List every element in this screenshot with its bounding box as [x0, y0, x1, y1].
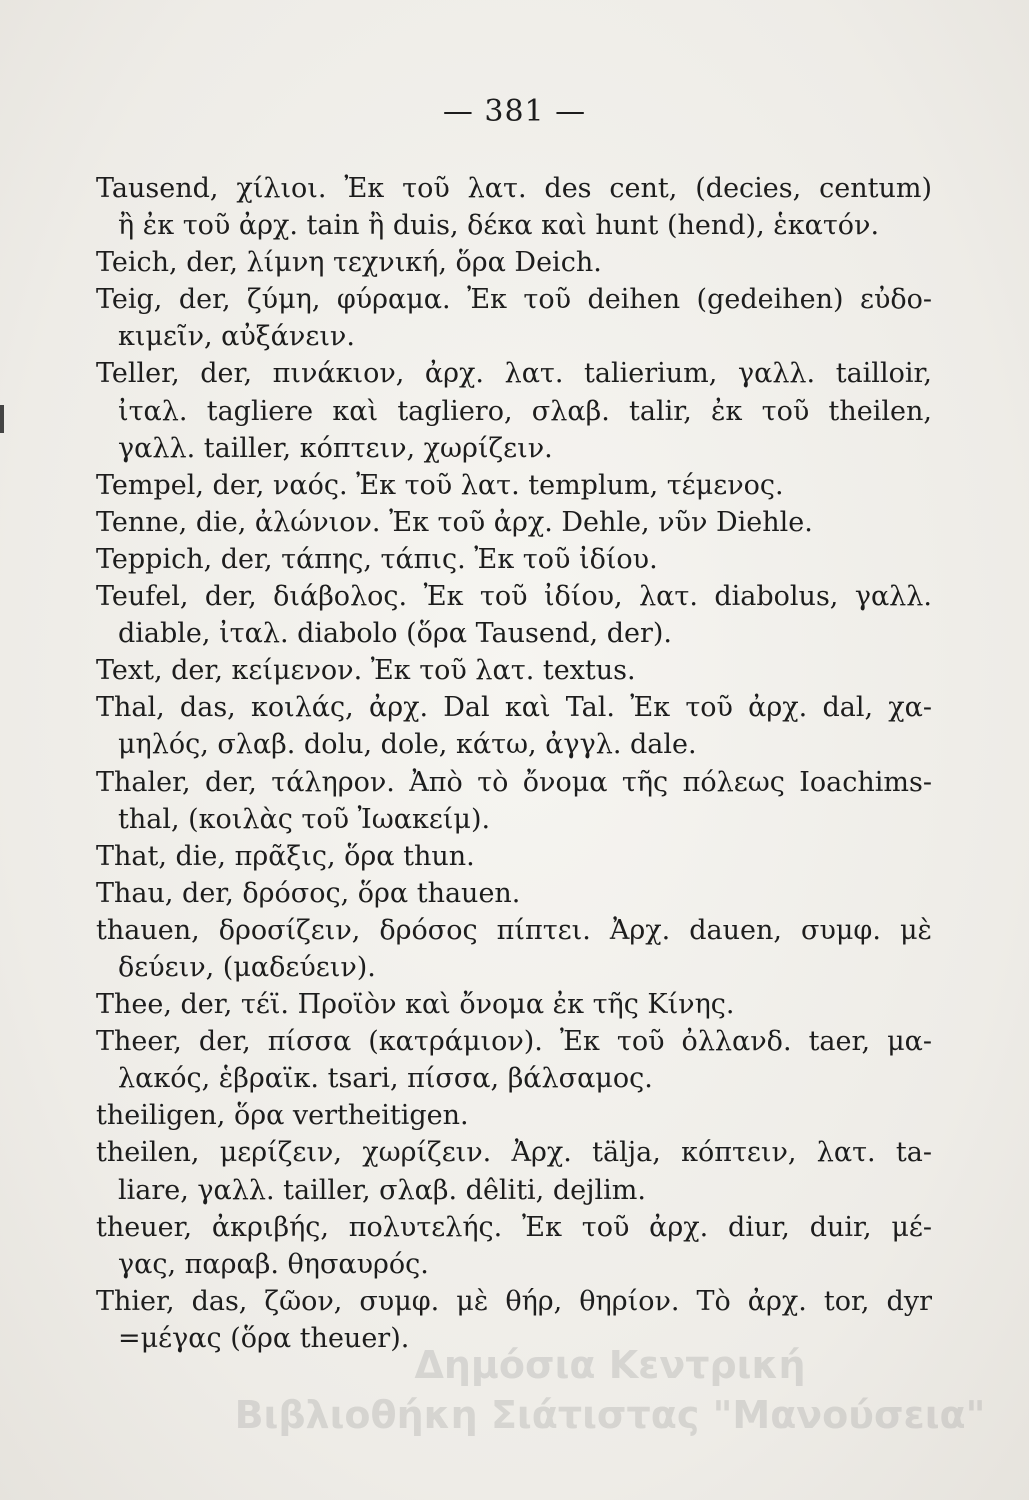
entry-line: Tenne, die, ἀλώνιον. Ἐκ τοῦ ἀρχ. Dehle, νῦν Diehle.: [96, 506, 813, 538]
entry-line: Teufel, der, διάβολος. Ἐκ τοῦ ἰδίου, λατ. diabolus, γαλλ.: [96, 581, 932, 613]
entry-continuation-line: diable, ἰταλ. diabolo (ὅρα Tausend, der).: [118, 618, 672, 650]
entry-line: Teich, der, λίμνη τεχνική, ὅρα Deich.: [96, 247, 602, 279]
entry-continuation-line: γας, παραβ. θησαυρός.: [118, 1248, 429, 1280]
entry-line: Thaler, der, τάληρον. Ἀπὸ τὸ ὄνομα τῆς πόλεως Ioachims-: [96, 766, 932, 798]
entry-continuation-line: δεύειν, (μαδεύειν).: [118, 951, 376, 983]
watermark-line-1: Δημόσια Κεντρική: [414, 1343, 806, 1387]
entry-continuation-line: thal, (κοιλὰς τοῦ Ἰωακείμ).: [118, 803, 491, 835]
entry-line: Tempel, der, ναός. Ἐκ τοῦ λατ. templum, τέμενος.: [96, 469, 784, 501]
entry-line: Tausend, χίλιοι. Ἐκ τοῦ λατ. des cent, (decies, centum): [96, 173, 932, 204]
entry-line: Text, der, κείμενον. Ἐκ τοῦ λατ. textus.: [96, 655, 636, 687]
entry-line: Thee, der, τέϊ. Προϊὸν καὶ ὄνομα ἐκ τῆς Κίνης.: [96, 989, 735, 1021]
entry-continuation-line: γαλλ. tailler, κόπτειν, χωρίζειν.: [118, 432, 553, 464]
entry-line: Thal, das, κοιλάς, ἀρχ. Dal καὶ Tal. Ἐκ τοῦ ἀρχ. dal, χα-: [96, 692, 932, 724]
entry-continuation-line: ἢ ἐκ τοῦ ἀρχ. tain ἢ duis, δέκα καὶ hunt (hend), ἑκατόν.: [118, 210, 880, 242]
entry-line: Thier, das, ζῶον, συμφ. μὲ θήρ, θηρίον. Τὸ ἀρχ. tor, dyr: [96, 1285, 932, 1317]
entry-line: theuer, ἀκριβής, πολυτελής. Ἐκ τοῦ ἀρχ. diur, duir, μέ-: [96, 1211, 932, 1243]
entry-line: thauen, δροσίζειν, δρόσος πίπτει. Ἀρχ. dauen, συμφ. μὲ: [96, 914, 932, 946]
entry-line: That, die, πρᾶξις, ὅρα thun.: [96, 840, 475, 872]
entry-continuation-line: μηλός, σλαβ. dolu, dole, κάτω, ἀγγλ. dale.: [118, 729, 697, 761]
page-edge-mark: [0, 405, 4, 433]
entry-line: theilen, μερίζειν, χωρίζειν. Ἀρχ. tälja, κόπτειν, λατ. ta-: [96, 1137, 932, 1169]
entry-continuation-line: κιμεῖν, αὐξάνειν.: [118, 321, 355, 353]
entry-line: Teller, der, πινάκιον, ἀρχ. λατ. talierium, γαλλ. tailloir,: [96, 358, 932, 390]
watermark-line-2: Βιβλιοθήκη Σιάτιστας "Μανούσεια": [234, 1393, 986, 1437]
entry-line: Thau, der, δρόσος, ὅρα thauen.: [96, 877, 521, 909]
entry-line: Teppich, der, τάπης, τάπις. Ἐκ τοῦ ἰδίου.: [96, 543, 658, 575]
entry-line: Teig, der, ζύμη, φύραμα. Ἐκ τοῦ deihen (gedeihen) εὐδο-: [96, 284, 932, 316]
entry-continuation-line: λακός, ἑβραϊκ. tsari, πίσσα, βάλσαμος.: [118, 1063, 653, 1095]
entry-continuation-line: ἰταλ. tagliere καὶ tagliero, σλαβ. talir, ἐκ τοῦ theilen,: [118, 395, 932, 427]
dictionary-entries: [96, 170, 932, 1357]
entry-line: Theer, der, πίσσα (κατράμιον). Ἐκ τοῦ ὀλλανδ. taer, μα-: [96, 1026, 932, 1058]
entry-line: theiligen, ὅρα vertheitigen.: [96, 1100, 469, 1132]
library-watermark: [225, 1340, 995, 1440]
page-number: — 381 —: [442, 94, 587, 129]
entry-continuation-line: =μέγας (ὅρα theuer).: [118, 1322, 410, 1354]
entry-continuation-line: liare, γαλλ. tailler, σλαβ. dêliti, dejlim.: [118, 1174, 646, 1206]
